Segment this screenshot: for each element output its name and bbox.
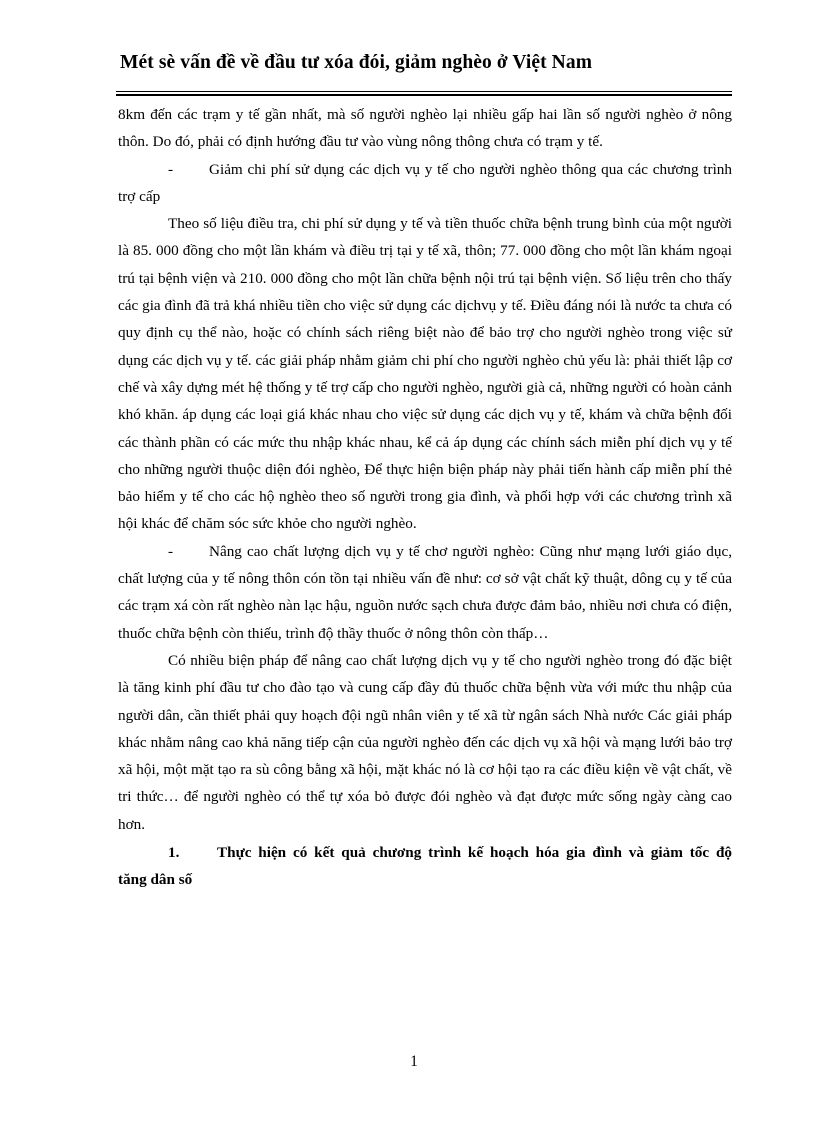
paragraph-survey-data: Theo số liệu điều tra, chi phí sử dụng y tế và tiền thuốc chữa bệnh trung bình của một người là 85. 000 đồng cho một lần khám và điều trị tại y tế xã, thôn; 77. 000 đồng cho một lần khám ngoại trú tại bệnh viện và 210. 000 đồng cho một lần chữa bệnh nội trú tại bệnh viện. Số liệu trên cho thấy các gia đình đã trả khá nhiều tiền cho việc sử dụng các dịchvụ y tế. Điều đáng nói là nước ta chưa có quy định cụ thể nào, hoặc có chính sách riêng biệt nào để bảo trợ cho người nghèo trong việc sử dụng các dịch vụ y tế. các giải pháp nhằm giảm chi phí cho người nghèo chủ yếu là: phải thiết lập cơ chế và xây dựng mét hệ thống y tế trợ cấp cho người nghèo, người già cả, những người có hoàn cảnh khó khăn. áp dụng các loại giá khác nhau cho việc sử dụng các dịch vụ y tế, khám và chữa bệnh đối các thành phần có các mức thu nhập khác nhau, kể cả áp dụng các chính sách miễn phí dịch vụ y tế cho những người thuộc diện đói nghèo, Để thực hiện biện pháp này phải tiến hành cấp miễn phí thẻ bảo hiểm y tế cho các hộ nghèo theo số người trong gia đình, và phối hợp với các chương trình xã hội khác để chăm sóc sức khỏe cho người nghèo. [118, 215, 732, 533]
page-number: 1 [410, 1053, 418, 1070]
header-rule-thin [116, 91, 732, 92]
header-rule-thick [116, 94, 732, 96]
bullet-dash: - [168, 542, 174, 560]
section-heading-line2: tăng dân số [118, 871, 193, 889]
section-heading-line1: Thực hiện có kết quả chương trình kế hoạch hóa gia đình và giảm tốc độ [217, 844, 732, 862]
bullet-item-improve-quality [118, 538, 732, 647]
bullet-item-reduce-costs [118, 156, 732, 211]
bullet-dash: - [168, 160, 174, 178]
bullet-text: Giảm chi phí sử dụng các dịch vụ y tế cho người nghèo thông qua các chương trình trợ cấp [118, 160, 732, 205]
running-header-title: Mét sè vấn đề về đầu tư xóa đói, giảm nghèo ở Việt Nam [120, 52, 593, 73]
body-text [118, 101, 732, 894]
bullet-text: Nâng cao chất lượng dịch vụ y tế chơ người nghèo: Cũng như mạng lưới giáo dục, chất lượng của y tế nông thôn cón tồn tại nhiều vấn đề như: cơ sở vật chất kỹ thuật, dông cụ y tế của các trạm xá còn rất nghèo nàn lạc hậu, nguồn nước sạch chưa được đảm bảo, nhiều nơi chưa có điện, thuốc chữa bệnh còn thiếu, trình độ thầy thuốc ở nông thôn còn thấp… [118, 542, 732, 642]
paragraph-measures: Có nhiều biện pháp để nâng cao chất lượng dịch vụ y tế cho người nghèo trong đó đặc biệt là tăng kinh phí đầu tư cho đào tạo và cung cấp đầy đủ thuốc chữa bệnh vừa với mức thu nhập của người dân, cần thiết phải quy hoạch đội ngũ nhân viên y tế xã từ ngân sách Nhà nước Các giải pháp khác nhằm nâng cao khả năng tiếp cận của người nghèo đến các dịch vụ xã hội và mạng lưới bảo trợ xã hội, một mặt tạo ra sù công bằng xã hội, mặt khác nó là cơ hội tạo ra các điều kiện về vật chất, về tri thức… để người nghèo có thể tự xóa bỏ được đói nghèo và đạt được mức sống ngày càng cao hơn. [118, 651, 732, 833]
section-number: 1. [168, 844, 180, 862]
paragraph-continuation: 8km đến các trạm y tế gần nhất, mà số người nghèo lại nhiều gấp hai lần số người nghèo ở nông thôn. Do đó, phải có định hướng đầu tư vào vùng nông thông chưa có trạm y tế. [118, 106, 732, 151]
section-heading [118, 839, 732, 866]
